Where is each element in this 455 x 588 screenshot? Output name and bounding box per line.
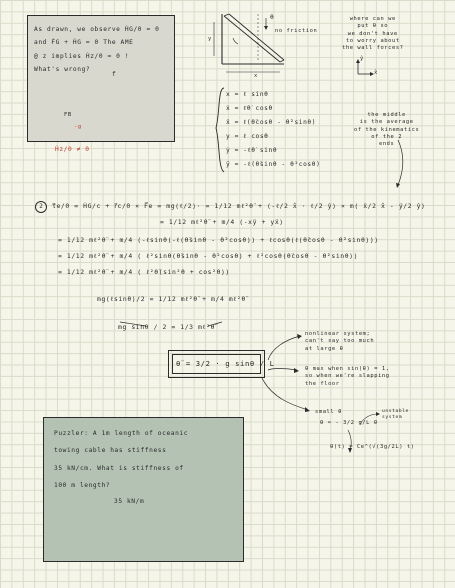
small-theta-approx: θ ≈ - 3/2 g/L θ [320,420,378,426]
small-theta-solution: θ(t) = Ce^(√(3g/2L) t) [330,444,415,450]
note-wall-line: where can we [349,16,396,22]
red-conclusion: Ḣz/0 ≠ 0 [55,146,90,153]
note-nonlinear-line: nonlinear system; [305,331,371,337]
x-dimension: x [254,73,258,79]
puzzler-line-1: Puzzler: A 1m length of oceanic [54,430,189,437]
note-nonlinear-line: at large θ [305,345,344,352]
note-wall-line: the wall forces? [342,45,404,52]
note-middle-average [354,112,419,148]
kin-x: x = ℓ sinθ [226,91,269,98]
kinematics-list [226,88,320,172]
question-line-3: @ z implies Ḣz/0 = 0 ! [34,52,130,60]
derivation-line-1: τ⃗e/0 = ḢG/c + r⃗c/0 × F⃗e = mg(ℓ/2)· = 1/12 mℓ²θ̈ + (-ℓ/2 x̂ · ℓ/2 ŷ) × m( ẍ/2 x̂ - ÿ/2 ŷ) [52,202,426,210]
note-max-line: so when we're slapping [305,373,390,380]
note-max-line: the floor [305,380,340,387]
y-dimension: y [208,36,212,42]
puzzler-line-3: 35 kN/cm. What is stiffness of [54,464,184,472]
derivation-line-5: = 1/12 mℓ²θ̈ + m/4 ( ℓ²θ̈(sin²θ + cos²θ)) [58,268,230,276]
puzzler-box [43,417,244,562]
note-max-line: θ max when sin(θ) = 1, [305,366,390,372]
kin-ydot: ẏ = -ℓθ̇ sinθ [226,147,278,154]
note-middle-line: is the average [359,119,414,126]
puzzler-line-4: 100 m length? [54,482,111,490]
equation-moment-balance: mg(ℓsinθ)/2 = 1/12 mℓ²θ̈ + m/4 mℓ²θ̈ [97,295,246,303]
no-friction-label: no friction [275,28,318,34]
note-nonlinear [305,331,374,353]
puzzler-line-2: towing cable has stiffness [54,447,167,455]
ladder-angle-theta: θ [270,14,275,21]
derivation-line-4: = 1/12 mℓ²θ̈ + m/4 ( ℓ²sinθ(θ̈sinθ - θ̇²cosθ) + ℓ²cosθ(θ̈cosθ - θ̇²sinθ)) [58,252,359,260]
note-theta-max [305,366,390,388]
kinematics-brace [216,88,224,172]
axis-y-label: ŷ [360,56,364,62]
note-wall-forces [342,16,404,52]
derivation-line-3: = 1/12 mℓ²θ̈ + m/4 (-ℓsinθ(-ℓ(θ̈sinθ - θ̇²cosθ)) + ℓcosθ(ℓ(θ̈cosθ - θ̇²sinθ))) [58,236,379,244]
axis-x-label: x̂ [374,70,378,76]
step-number-circle: 2 [35,201,47,213]
ladder-edge-b [229,14,284,60]
ladder-edge-a [224,16,280,62]
note-middle-line: the middle [367,112,406,118]
question-box [27,15,175,142]
note-middle-line: of the 2 [371,133,403,140]
small-theta-label: small θ [315,409,342,415]
force-label-fb: FB [64,112,72,118]
question-line-1: As drawn, we observe ḢG/0 = 0 [34,26,160,33]
puzzler-answer: 35 kN/m [114,498,145,505]
kin-xddot: ẍ = ℓ(θ̈cosθ - θ̇²sinθ) [226,119,317,126]
question-line-4: What's wrong? [34,66,91,74]
gravity-label: -g [74,124,82,130]
question-line-2: and ḞG + ḢG = 0 The AME [34,39,134,47]
result-equation: θ̈ = 3/2 · g sinθ / L [176,359,275,368]
kin-yddot: ÿ = -ℓ(θ̈sinθ - θ̇²cosθ) [226,161,321,168]
note-nonlinear-line: can't say too much [305,338,375,345]
note-wall-line: put θ so [357,23,389,30]
note-wall-line: we don't have [347,30,398,37]
note-wall-line: to worry about [345,37,400,44]
kin-y: y = ℓ cosθ [226,133,269,140]
unstable-system-label: unstable system [382,409,409,421]
note-middle-line: of the kinematics [354,126,420,133]
force-label-f: f [112,71,117,78]
derivation-line-2: = 1/12 mℓ²θ̈ + m/4 (-xÿ + yẍ) [160,218,284,226]
equation-simplified: mg sinθ / 2 = 1/3 mℓ²θ̈ [118,323,216,331]
note-middle-line: ends [378,141,395,148]
kin-xdot: ẋ = ℓθ̇ cosθ [226,105,273,112]
